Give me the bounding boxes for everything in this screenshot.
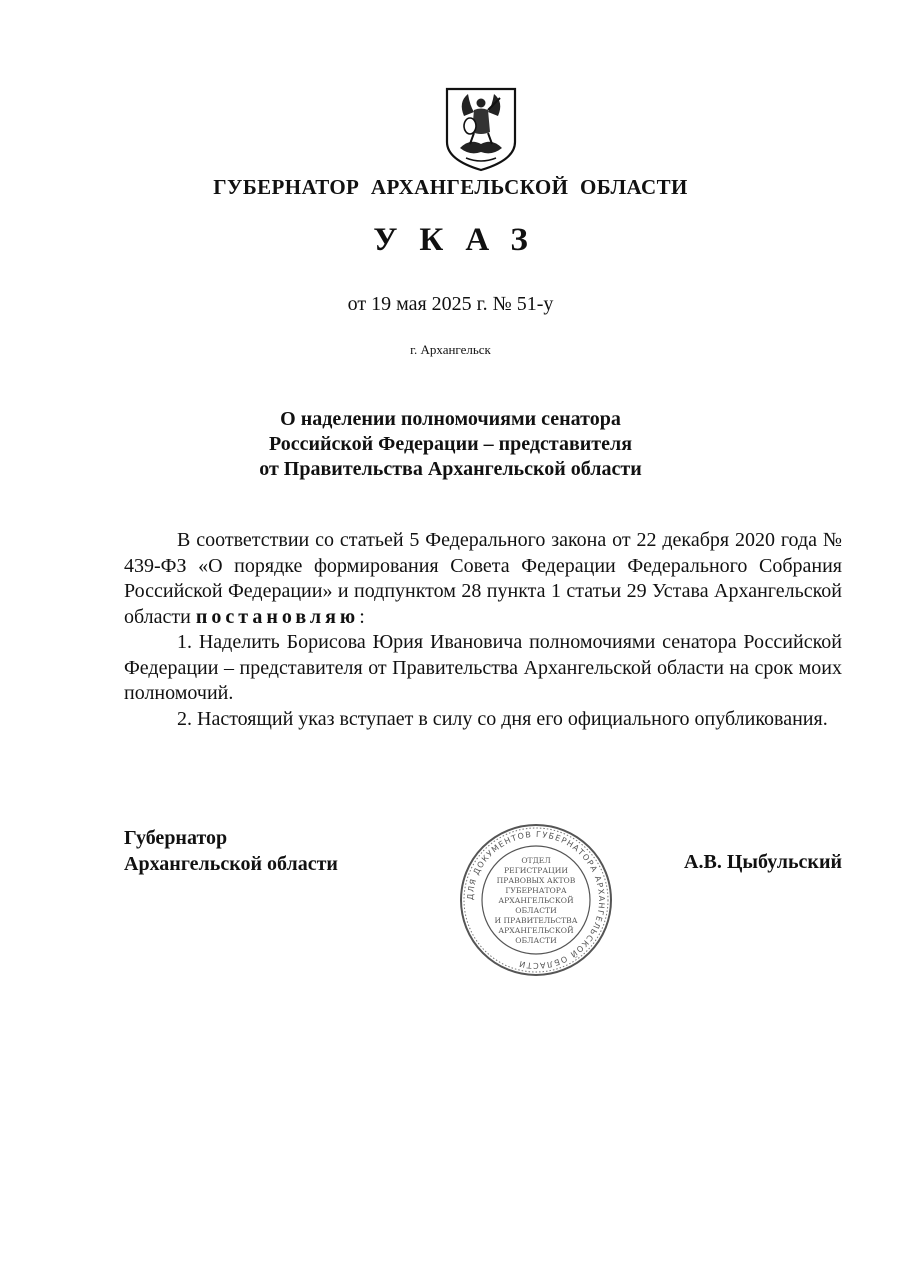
preamble-text: В соответствии со статьей 5 Федерального закона от 22 декабря 2020 года № 439-ФЗ «О порядке формирования Совета Федерации Федерального Собрания Российской Федерации» и подпунктом 28 пункта 1 статьи 29 Устава Архангельской области xyxy=(124,529,842,628)
decree-word: постановляю xyxy=(195,605,360,628)
position-line-1: Губернатор xyxy=(124,827,228,849)
seal-line: ПРАВОВЫХ АКТОВ xyxy=(496,876,576,885)
decree-colon: : xyxy=(359,605,365,628)
document-type: УКАЗ xyxy=(373,222,550,258)
seal-line: ОБЛАСТИ xyxy=(515,936,557,945)
title-line-2: Российской Федерации – представителя xyxy=(268,433,633,455)
document-title xyxy=(0,407,901,482)
preamble-paragraph xyxy=(124,528,842,630)
seal-line: АРХАНГЕЛЬСКОЙ xyxy=(498,896,574,905)
issuing-authority: ГУБЕРНАТОР АРХАНГЕЛЬСКОЙ ОБЛАСТИ xyxy=(213,175,688,199)
seal-line: ОТДЕЛ xyxy=(521,856,551,865)
position-line-2: Архангельской области xyxy=(124,852,338,875)
item-2: 2. Настоящий указ вступает в силу со дня его официального опубликования. xyxy=(177,707,828,730)
title-line-1: О наделении полномочиями сенатора xyxy=(280,408,621,430)
seal-line: ГУБЕРНАТОРА xyxy=(505,886,567,895)
seal-line: РЕГИСТРАЦИИ xyxy=(504,866,568,875)
document-place: г. Архангельск xyxy=(410,342,491,357)
document-body xyxy=(124,528,842,732)
coat-of-arms-icon xyxy=(444,86,518,172)
signatory-name: А.В. Цыбульский xyxy=(684,851,842,873)
item-1: 1. Наделить Борисова Юрия Ивановича полномочиями сенатора Российской Федерации – представителя от Правительства Архангельской области на срок моих полномочий. xyxy=(124,631,842,704)
seal-line: И ПРАВИТЕЛЬСТВА xyxy=(494,916,578,925)
official-seal xyxy=(458,822,614,978)
signatory-position xyxy=(124,826,338,877)
title-line-3: от Правительства Архангельской области xyxy=(259,458,642,480)
document-date-number: от 19 мая 2025 г. № 51-у xyxy=(347,293,554,315)
seal-line: ОБЛАСТИ xyxy=(515,906,557,915)
seal-line: АРХАНГЕЛЬСКОЙ xyxy=(498,926,574,935)
seal-ring-text: ДЛЯ ДОКУМЕНТОВ ГУБЕРНАТОРА АРХАНГЕЛЬСКОЙ ОБЛАСТИ xyxy=(465,829,607,971)
